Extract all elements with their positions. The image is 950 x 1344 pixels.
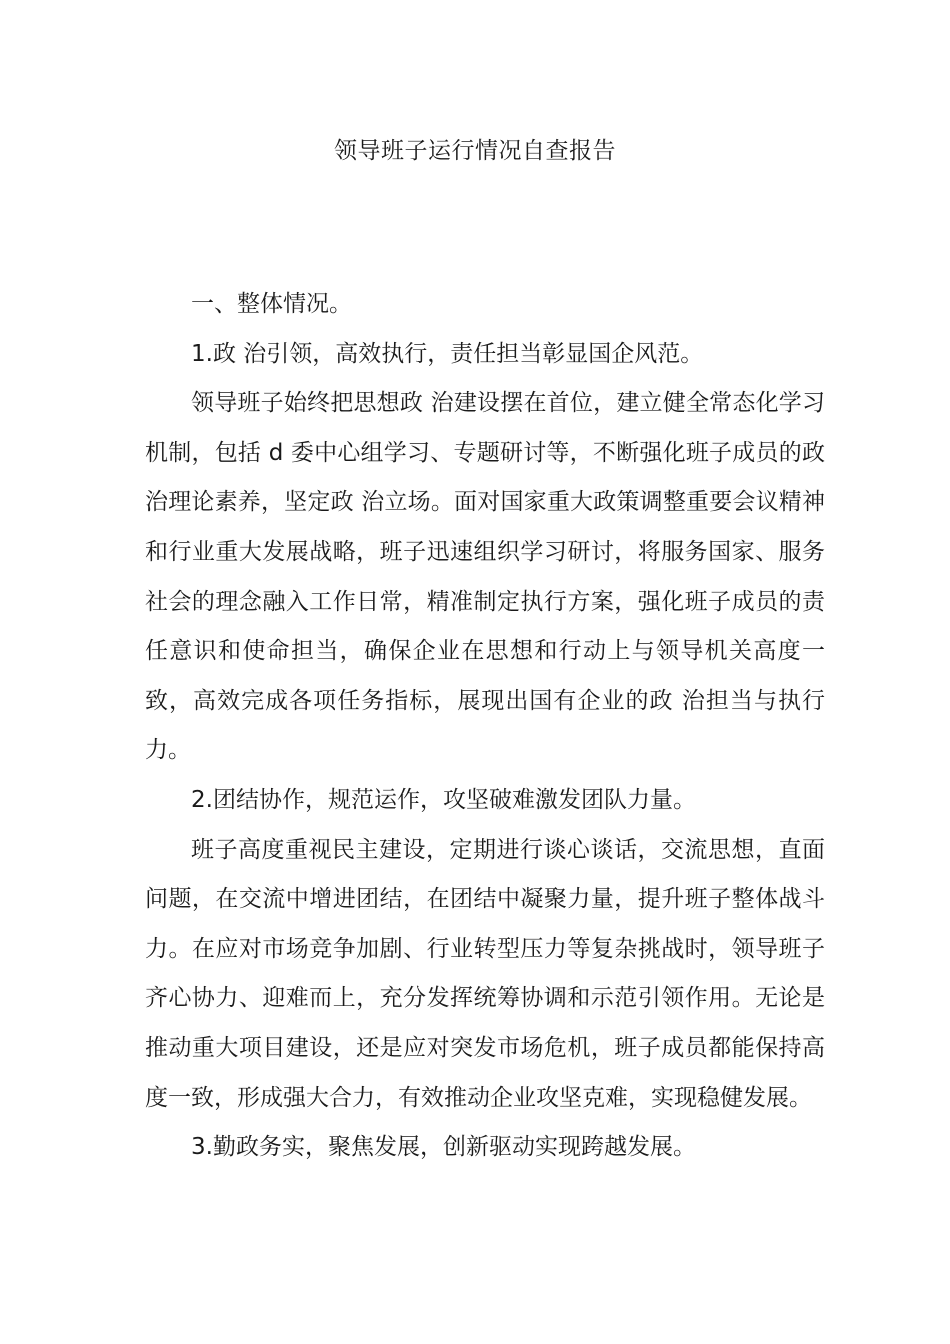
section-heading-overall: 一、整体情况。 [191, 291, 352, 317]
document-title: 领导班子运行情况自查报告 [334, 138, 616, 164]
paragraph-political-leadership: 领导班子始终把思想政 治建设摆在首位，建立健全常态化学习机制，包括 d 委中心组学习、专题研讨等，不断强化班子成员的政 治理论素养，坚定政 治立场。面对国家重大政策调整重要会议精神和行业重大发展战略，班子迅速组织学习研讨，将服务国家、服务社会的理念融入工作日常，精准制定执行方案，强化班子成员的责任意识和使命担当，确保企业在思想和行动上与领导机关高度一致，高效完成各项任务指标，展现出国有企业的政 治担当与执行力。 [145, 390, 825, 764]
paragraph-teamwork: 班子高度重视民主建设，定期进行谈心谈话，交流思想，直面问题，在交流中增进团结，在团结中凝聚力量，提升班子整体战斗力。在应对市场竞争加剧、行业转型压力等复杂挑战时，领导班子齐心协力、迎难而上，充分发挥统筹协调和示范引领作用。无论是推动重大项目建设，还是应对突发市场危机，班子成员都能保持高度一致，形成强大合力，有效推动企业攻坚克难，实现稳健发展。 [145, 836, 825, 1111]
subheading-teamwork: 2.团结协作，规范运作，攻坚破难激发团队力量。 [191, 786, 696, 813]
subheading-innovation: 3.勤政务实，聚焦发展，创新驱动实现跨越发展。 [191, 1134, 696, 1161]
document-body [145, 280, 825, 1173]
subheading-political-leadership: 1.政 治引领，高效执行，责任担当彰显国企风范。 [191, 340, 704, 367]
